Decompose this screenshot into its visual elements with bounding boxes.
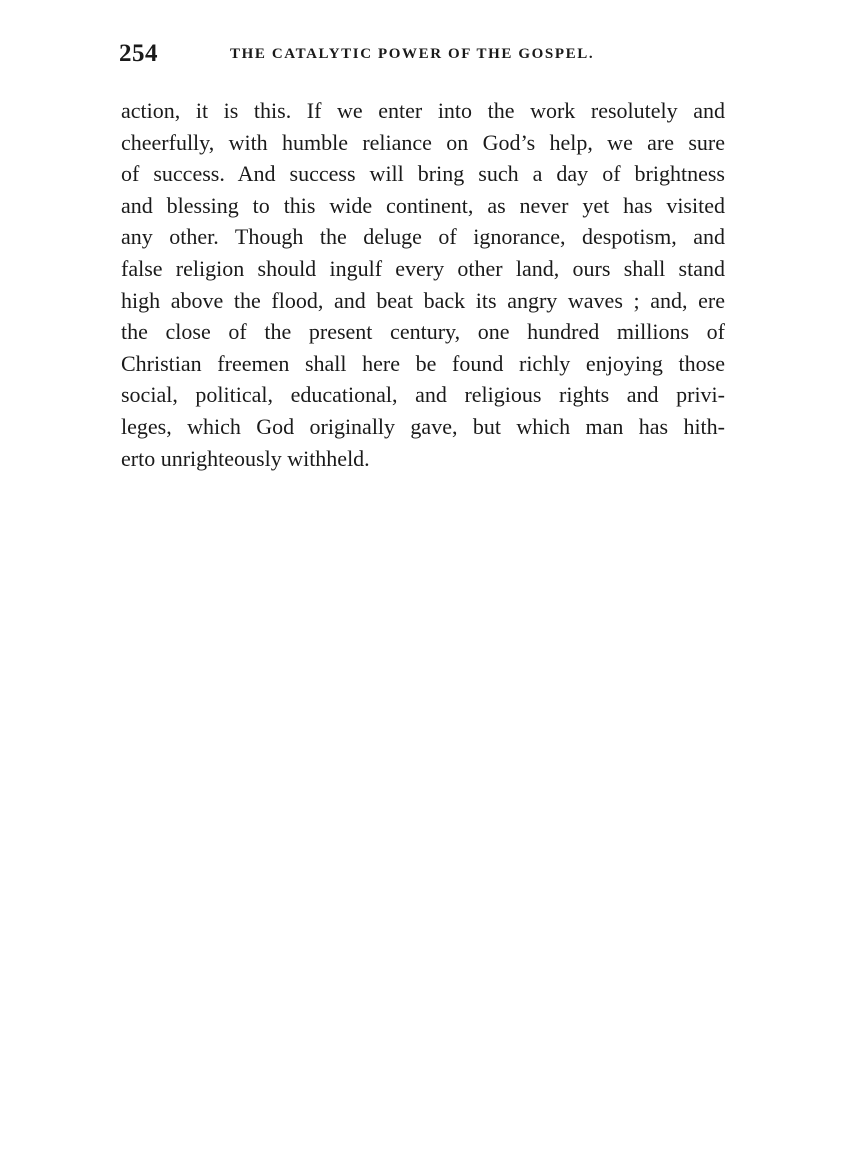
text-line: social, political, educational, and religious rights and privi- <box>121 382 725 408</box>
text-line: the close of the present century, one hundred millions of <box>121 319 725 345</box>
text-line: cheerfully, with humble reliance on God’s help, we are sure <box>121 129 725 155</box>
text-line: erto unrighteously withheld. <box>121 445 370 471</box>
text-line: action, it is this. If we enter into the work resolutely and <box>121 98 725 123</box>
text-line: high above the flood, and beat back its angry waves ; and, ere <box>121 287 725 313</box>
text-line: false religion should ingulf every other land, ours shall stand <box>121 255 725 281</box>
text-line: of success. And success will bring such a day of brightness <box>121 161 725 187</box>
text-line: any other. Though the deluge of ignorance, despotism, and <box>121 224 725 250</box>
body-paragraph <box>121 95 725 474</box>
text-line: and blessing to this wide continent, as never yet has visited <box>121 192 725 218</box>
text-line: Christian freemen shall here be found richly enjoying those <box>121 350 725 376</box>
text-line: leges, which God originally gave, but which man has hith- <box>121 413 725 439</box>
running-title: THE CATALYTIC POWER OF THE GOSPEL. <box>230 46 595 62</box>
page-number: 254 <box>119 40 158 67</box>
running-head <box>119 40 729 72</box>
